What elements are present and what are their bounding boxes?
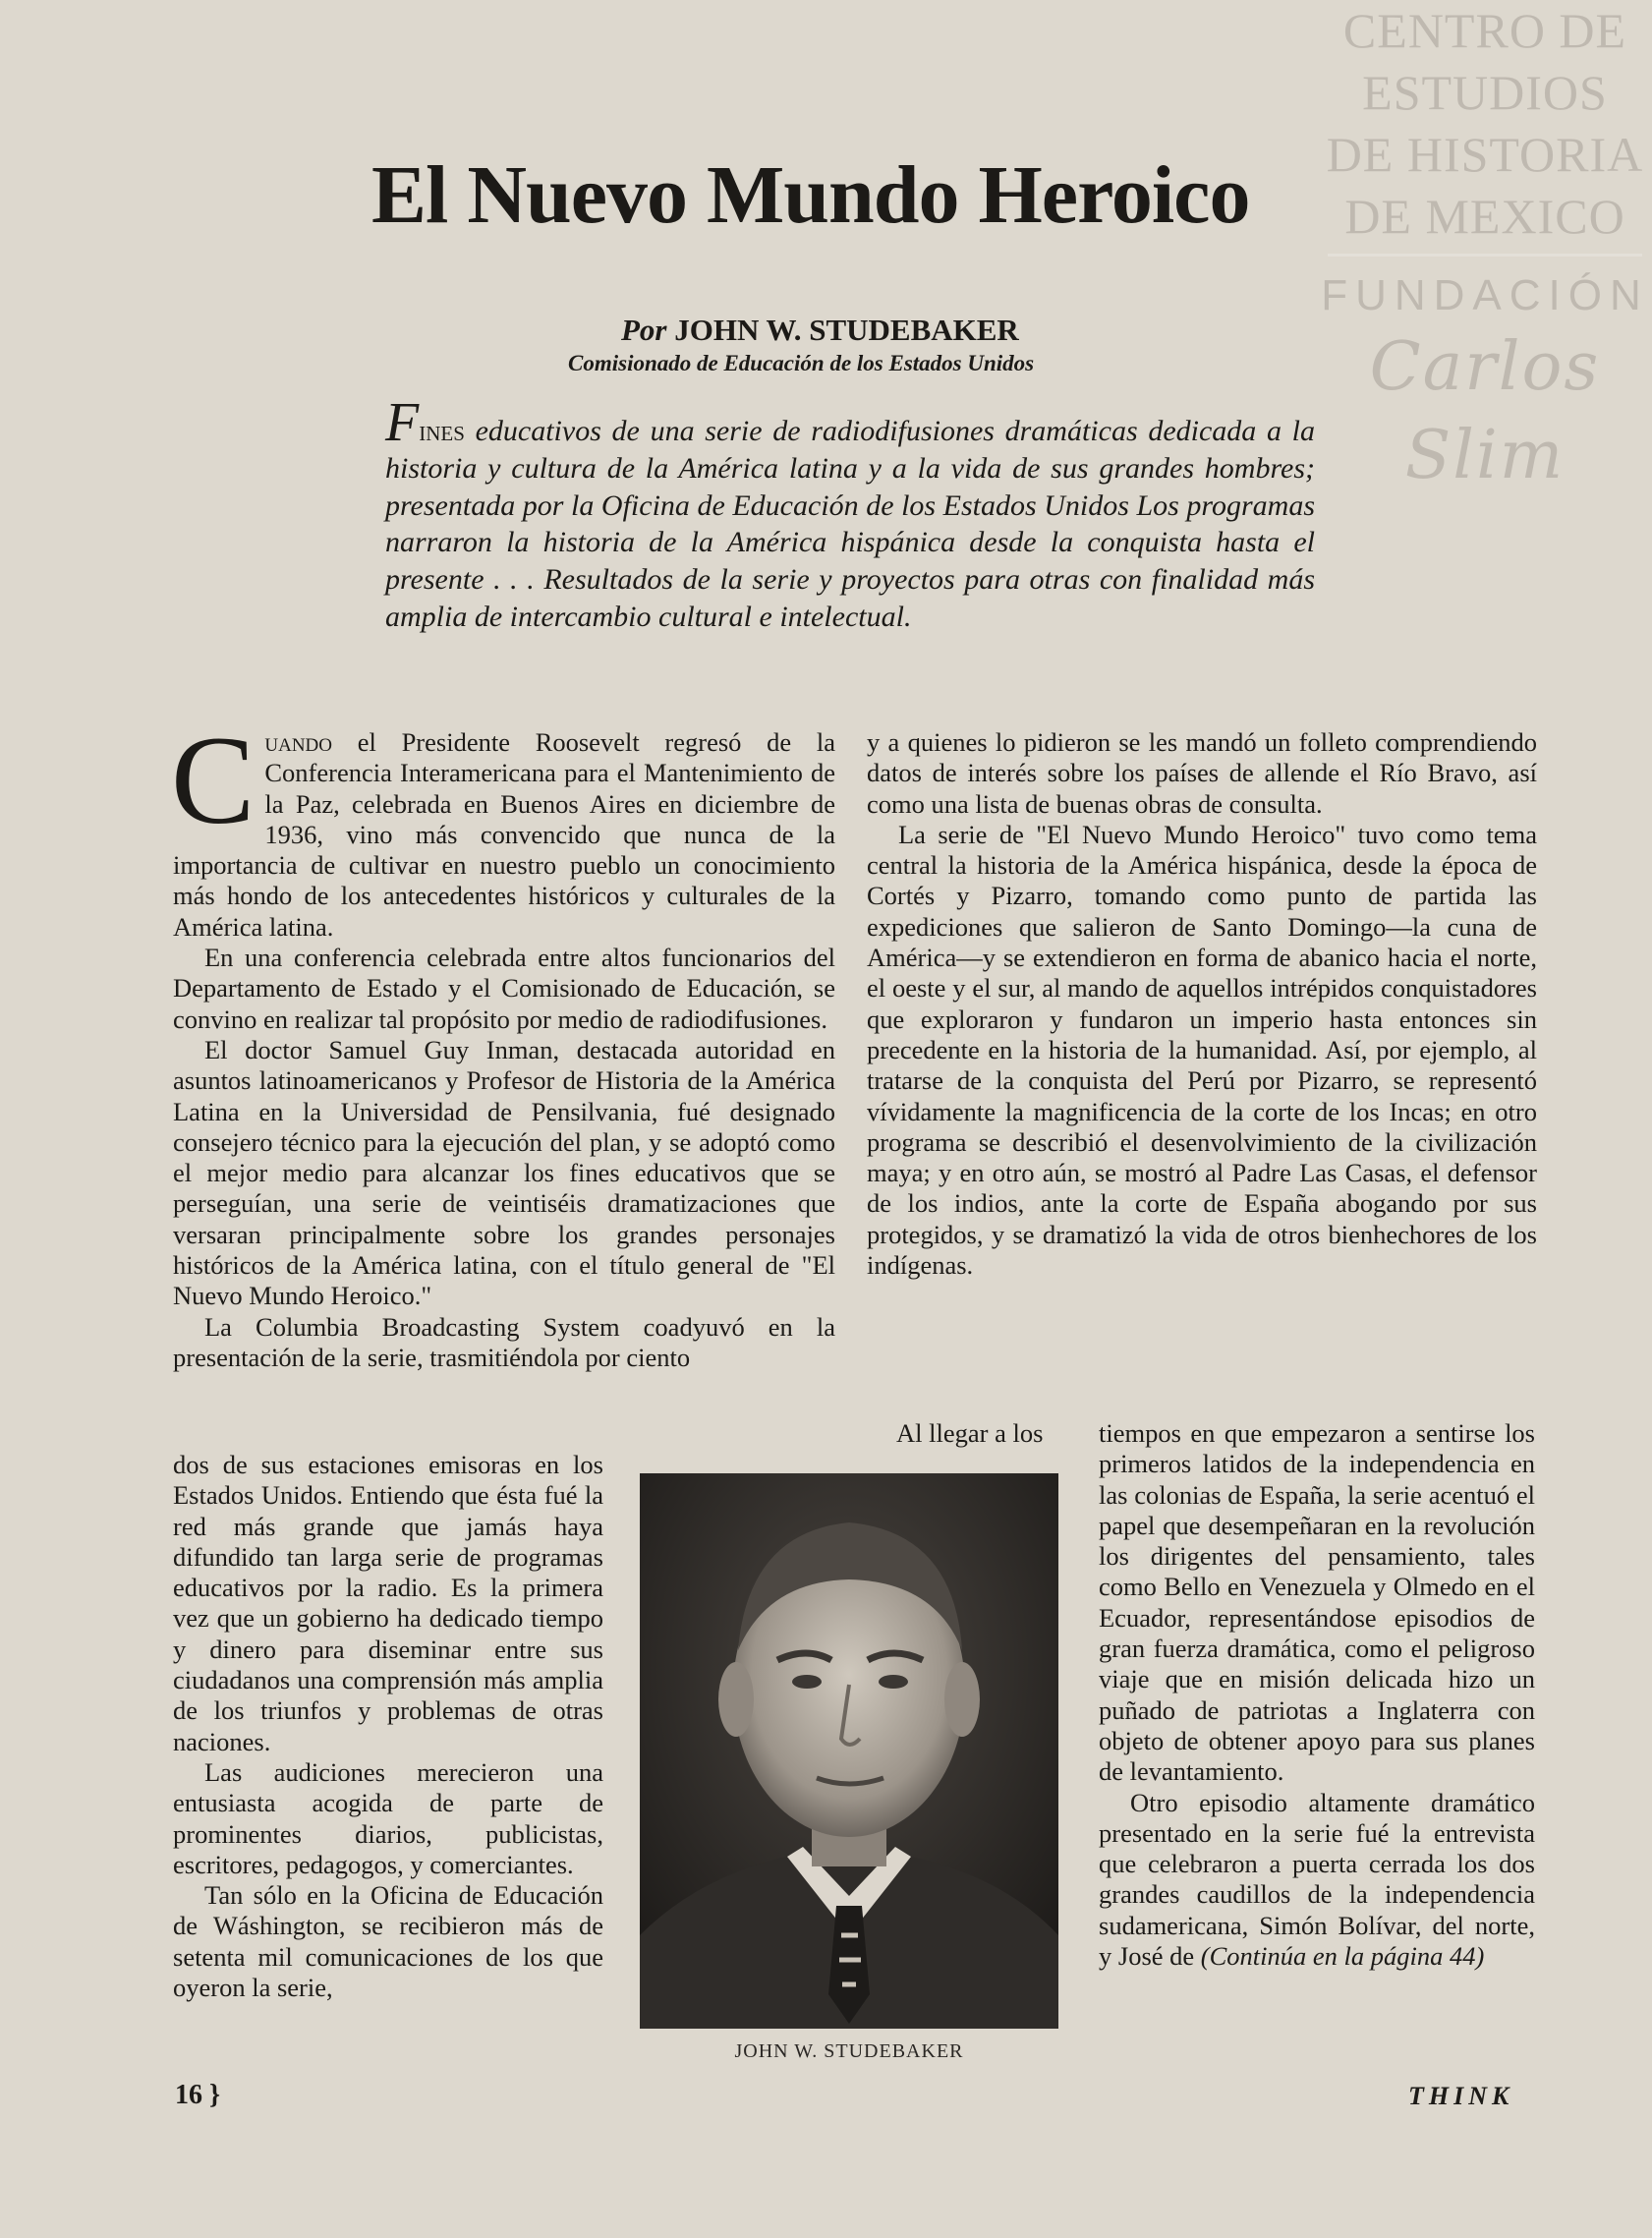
summary-text: educativos de una serie de radiodifusiones dramáticas dedicada a la historia y cultura de la América latina y a la vida de sus grandes hombres; presentada por la Oficina de Educación de los Estados Unidos Los programas narraron la historia de la América hispánica desde la conquista hasta el presente . . . Resultados de la serie y proyectos para otras con finalidad más amplia de intercambio cultural e intelectual. xyxy=(385,415,1315,633)
watermark-line: CENTRO DE xyxy=(1342,3,1627,58)
watermark xyxy=(1318,0,1652,494)
watermark-signature: Carlos Slim xyxy=(1369,328,1601,494)
body-column-right-wrap xyxy=(1099,1418,1535,1972)
body-paragraph: El doctor Samuel Guy Inman, destacada autoridad en asuntos latinoamericanos y Profesor de Historia de la América Latina en la Universidad de Pensilvania, fué designado consejero técnico para la ejecución del plan, y se adoptó como el mejor medio para alcanzar los fines educativos que se perseguían, una serie de veintiséis dramatizaciones que versaran principalmente sobre los grandes personajes históricos de la América latina, con el título general de "El Nuevo Mundo Heroico." xyxy=(173,1034,835,1311)
body-paragraph: Tan sólo en la Oficina de Educación de Wáshington, se recibieron más de setenta mil comunicaciones de los que oyeron la serie, xyxy=(173,1880,603,2003)
body-paragraph xyxy=(171,711,835,943)
article-summary xyxy=(385,392,1315,636)
author-name: JOHN W. STUDEBAKER xyxy=(674,313,1019,347)
portrait-illustration xyxy=(640,1473,1058,2029)
summary-dropcap: F xyxy=(385,392,420,453)
magazine-name: THINK xyxy=(1408,2082,1514,2110)
body-column-left xyxy=(171,711,835,1373)
body-paragraph: tiempos en que empezaron a sentirse los primeros latidos de la independencia en las colonias de España, la serie acentuó el papel que desempeñaran en la revolución los dirigentes del pensamiento, tales como Bello en Venezuela y Olmedo en el Ecuador, representándose episodios de gran fuerza dramática, como el peligroso viaje que en misión delicada hizo un puñado de patriotas a Inglaterra con objeto de obtener apoyo para sus planes de levantamiento. xyxy=(1099,1418,1535,1787)
photo-caption: JOHN W. STUDEBAKER xyxy=(734,2040,964,2062)
watermark-divider xyxy=(1328,254,1642,257)
continued-note: (Continúa en la página 44) xyxy=(1200,1941,1485,1972)
watermark-line: DE MEXICO xyxy=(1344,189,1625,244)
body-dropcap: C xyxy=(171,711,256,850)
author-portrait xyxy=(640,1473,1058,2029)
body-text: Otro episodio altamente dramático presentado en la serie fué la entrevista que celebraron a puerta cerrada los dos grandes caudillos de la independencia sudamericana, Simón Bolívar, del norte, y José de xyxy=(1099,1787,1535,1972)
watermark-line: DE HISTORIA xyxy=(1326,127,1644,182)
summary-smallcaps: ines xyxy=(419,415,465,447)
body-paragraph: La Columbia Broadcasting System coadyuvó en la presentación de la serie, trasmitiéndola por ciento xyxy=(173,1311,835,1372)
body-column-left-wrap xyxy=(173,1450,603,2003)
body-paragraph: y a quienes lo pidieron se les mandó un folleto comprendiendo datos de interés sobre los países de allende el Río Bravo, así como una lista de buenas obras de consulta. xyxy=(867,727,1537,819)
lead-smallcaps: uando xyxy=(264,727,332,757)
byline-prefix: Por xyxy=(621,313,667,347)
body-paragraph-lead: Al llegar a los xyxy=(896,1418,1044,1448)
watermark-line: ESTUDIOS xyxy=(1362,65,1608,120)
author-role: Comisionado de Educación de los Estados Unidos xyxy=(568,351,1035,375)
body-text: el Presidente Roosevelt regresó de la Conferencia Interamericana para el Mantenimiento de la Paz, celebrada en Buenos Aires en diciembre de 1936, vino más convencido que nunca de la importancia de cultivar en nuestro pueblo un conocimiento más hondo de los antecedentes históricos y culturales de la América latina. xyxy=(173,727,835,942)
page-number: 16 } xyxy=(175,2080,221,2110)
body-paragraph: dos de sus estaciones emisoras en los Estados Unidos. Entiendo que ésta fué la red más grande que jamás haya difundido tan larga serie de programas educativos por la radio. Es la primera vez que un gobierno ha dedicado tiempo y dinero para diseminar entre sus ciudadanos una comprensión más amplia de los triunfos y problemas de otras naciones. xyxy=(173,1450,603,1756)
byline xyxy=(621,313,1073,348)
body-paragraph xyxy=(1099,1788,1535,1973)
article-title: El Nuevo Mundo Heroico xyxy=(371,149,1250,241)
body-paragraph: La serie de "El Nuevo Mundo Heroico" tuvo como tema central la historia de la América hispánica, desde la época de Cortés y Pizarro, tomando como punto de partida las expediciones que salieron de Santo Domingo—la cuna de América—y se extendieron en forma de abanico hacia el norte, el oeste y el sur, al mando de aquellos intrépidos conquistadores que exploraron y fundaron un imperio hasta entonces sin precedente en la historia de la humanidad. Así, por ejemplo, al tratarse de la conquista del Perú por Pizarro, se representó vívidamente la magnificencia de la corte de los Incas; en otro programa se describió el desenvolvimiento de la civilización maya; y en otro aún, se mostró al Padre Las Casas, el defensor de los indios, ante la corte de España abogando por sus protegidos, y se dramatizó la vida de otros bienhechores de los indígenas. xyxy=(867,819,1537,1281)
body-paragraph: En una conferencia celebrada entre altos funcionarios del Departamento de Estado y el Comisionado de Educación, se convino en realizar tal propósito por medio de radiodifusiones. xyxy=(173,943,835,1034)
body-column-right xyxy=(867,727,1537,1281)
watermark-fundacion: FUNDACIÓN xyxy=(1321,271,1649,319)
body-paragraph: Las audiciones merecieron una entusiasta acogida de parte de prominentes diarios, publicistas, escritores, pedagogos, y comerciantes. xyxy=(173,1756,603,1879)
